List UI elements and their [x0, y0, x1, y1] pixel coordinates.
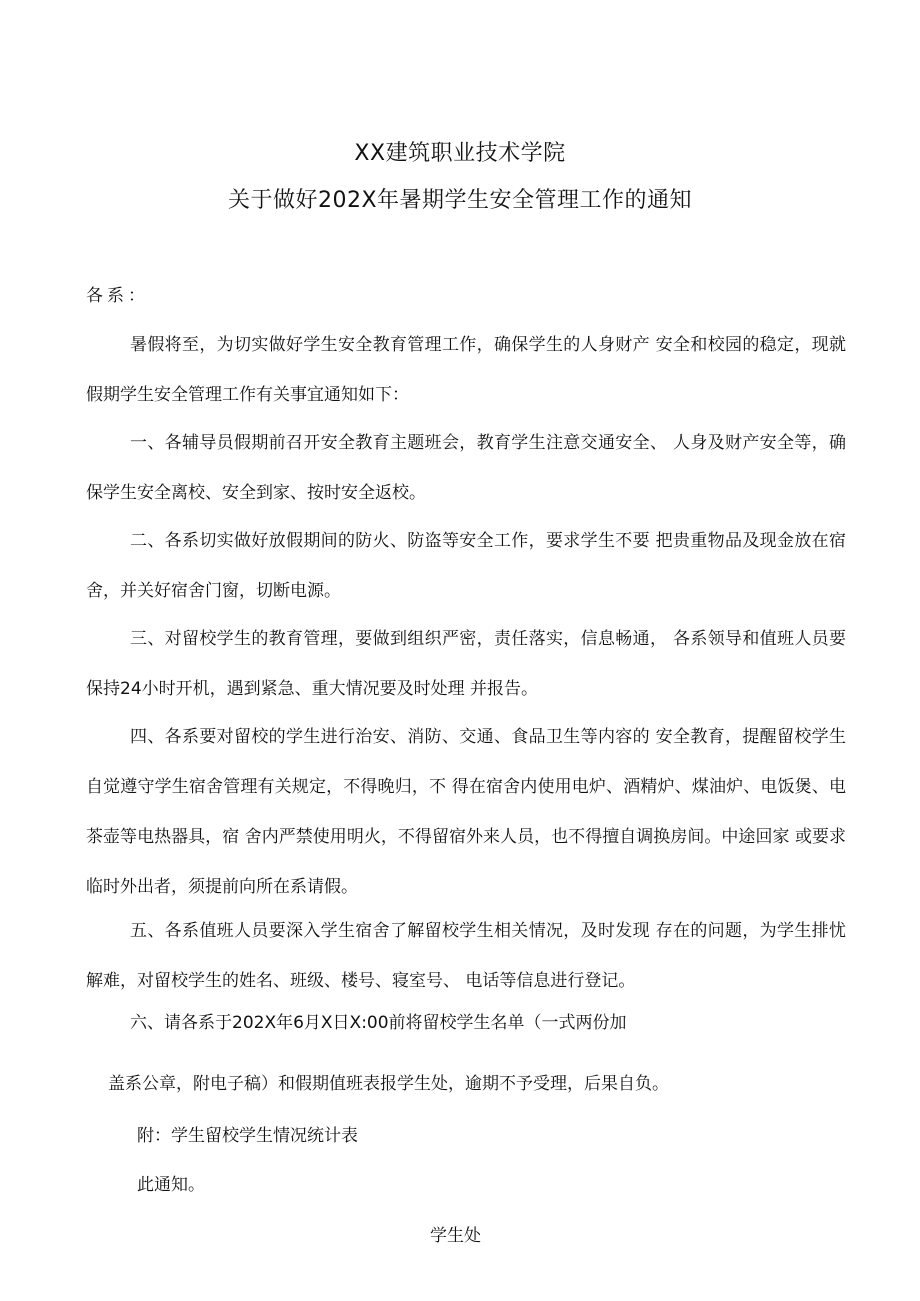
item-paragraph-6-line-2: 盖系公章，附电子稿）和假期值班表报学生处，逾期不予受理，后果自负。 [108, 1074, 669, 1094]
document-title-notice: 关于做好202X年暑期学生安全管理工作的通知 [227, 188, 693, 213]
closing-text: 此通知。 [137, 1175, 205, 1195]
item-paragraph-4: 四、各系要对留校的学生进行治安、消防、交通、食品卫生等内容的 安全教育，提醒留校学生自觉遵守学生宿舍管理有关规定，不得晚归，不 得在宿舍内使用电炉、酒精炉、煤油炉、电饭煲、电茶壶等电热器具，宿 舍内严禁使用明火，不得留宿外来人员，也不得擅自调换房间。中途回家 或要求临时外出者，须提前向所在系请假。 [86, 727, 846, 897]
item-paragraph-5: 五、各系值班人员要深入学生宿舍了解留校学生相关情况，及时发现 存在的问题，为学生排忧解难，对留校学生的姓名、班级、楼号、寝室号、 电话等信息进行登记。 [86, 921, 846, 991]
attachment-note: 附：学生留校学生情况统计表 [137, 1126, 358, 1146]
intro-paragraph: 暑假将至，为切实做好学生安全教育管理工作，确保学生的人身财产 安全和校园的稳定，现就假期学生安全管理工作有关事宜通知如下： [86, 335, 846, 405]
item-paragraph-2: 二、各系切实做好放假期间的防火、防盗等安全工作，要求学生不要 把贵重物品及现金放在宿舍，并关好宿舍门窗，切断电源。 [86, 531, 846, 601]
item-paragraph-3: 三、对留校学生的教育管理，要做到组织严密，责任落实，信息畅通， 各系领导和值班人员要保持24小时开机，遇到紧急、重大情况要及时处理 并报告。 [86, 629, 846, 699]
document-title-school: XX建筑职业技术学院 [354, 141, 566, 166]
signature-department: 学生处 [430, 1226, 481, 1246]
item-paragraph-6-line-1: 六、请各系于202X年6月X日X:00前将留校学生名单（一式两份加 [130, 1013, 627, 1033]
item-paragraph-1: 一、各辅导员假期前召开安全教育主题班会，教育学生注意交通安全、 人身及财产安全等，确保学生安全离校、安全到家、按时安全返校。 [86, 433, 846, 503]
salutation: 各系： [86, 286, 149, 306]
